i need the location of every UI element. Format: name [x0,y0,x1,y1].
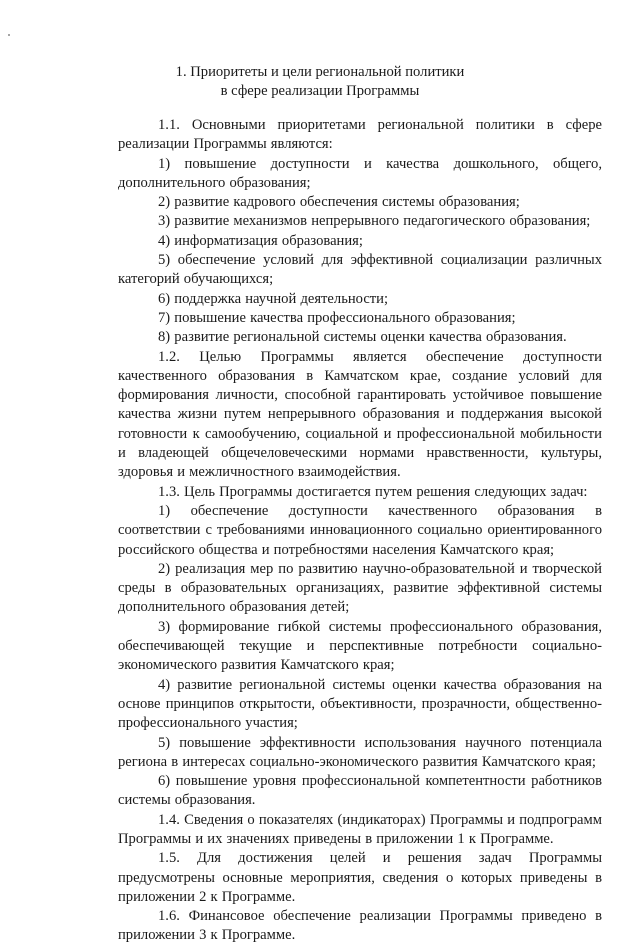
list-item: 4) развитие региональной системы оценки качества образования на основе принципов открытости, объективности, прозрачности, общественно-профессионального участия; [118,676,602,732]
document-body [118,116,602,946]
paragraph-1-6: 1.6. Финансовое обеспечение реализации Программы приведено в приложении 3 к Программе. [118,908,602,944]
list-item: 5) обеспечение условий для эффективной социализации различных категорий обучающихся; [118,252,602,288]
list-item: 2) реализация мер по развитию научно-образовательной и творческой среды в образовательных организациях, развитие эффективной системы дополнительного образования детей; [118,560,602,616]
list-item: 8) развитие региональной системы оценки качества образования. [158,329,567,346]
list-item: 3) развитие механизмов непрерывного педагогического образования; [158,213,591,230]
list-item: 6) повышение уровня профессиональной компетентности работников системы образования. [118,773,602,809]
list-item: 7) повышение качества профессионального образования; [158,309,516,326]
list-item: 1) обеспечение доступности качественного образования в соответствии с требованиями инновационного социально ориентированного российского общества и потребностями населения Камчатского края; [118,502,602,558]
list-item: 5) повышение эффективности использования научного потенциала региона в интересах социально-экономического развития Камчатского края; [118,734,602,770]
paragraph-1-2: 1.2. Целью Программы является обеспечение доступности качественного образования в Камчатском крае, создание условий для формирования личности, способной гарантировать устойчивое повышение качества жизни путем непрерывного образования и поддержания высокой готовности к самообучению, социальной и профессиональной мобильности и владеющей общечеловеческими нормами нравственности, культуры, здоровья и межличностного взаимодействия. [118,348,602,481]
list-item: 3) формирование гибкой системы профессионального образования, обеспечивающей текущие и перспективные потребности социально-экономического развития Камчатского края; [118,618,602,674]
list-item: 1) повышение доступности и качества дошкольного, общего, дополнительного образования; [118,155,602,191]
section-heading-line-1: 1. Приоритеты и цели региональной политики [175,64,465,80]
paragraph-1-4: 1.4. Сведения о показателях (индикаторах) Программы и подпрограмм Программы и их значениях приведены в приложении 1 к Программе. [118,811,602,847]
paragraph-1-3: 1.3. Цель Программы достигается путем решения следующих задач: [158,483,588,500]
section-heading [0,63,640,101]
paragraph-1-5: 1.5. Для достижения целей и решения задач Программы предусмотрены основные мероприятия, сведения о которых приведены в приложении 2 к Программе. [118,850,602,905]
scan-speck [8,34,10,36]
list-item: 6) поддержка научной деятельности; [158,290,389,307]
list-item: 2) развитие кадрового обеспечения системы образования; [158,194,520,211]
list-item: 4) информатизация образования; [158,232,363,249]
paragraph-1-1: 1.1. Основными приоритетами региональной политики в сфере реализации Программы являются: [118,117,602,153]
section-heading-line-2: в сфере реализации Программы [220,83,420,99]
